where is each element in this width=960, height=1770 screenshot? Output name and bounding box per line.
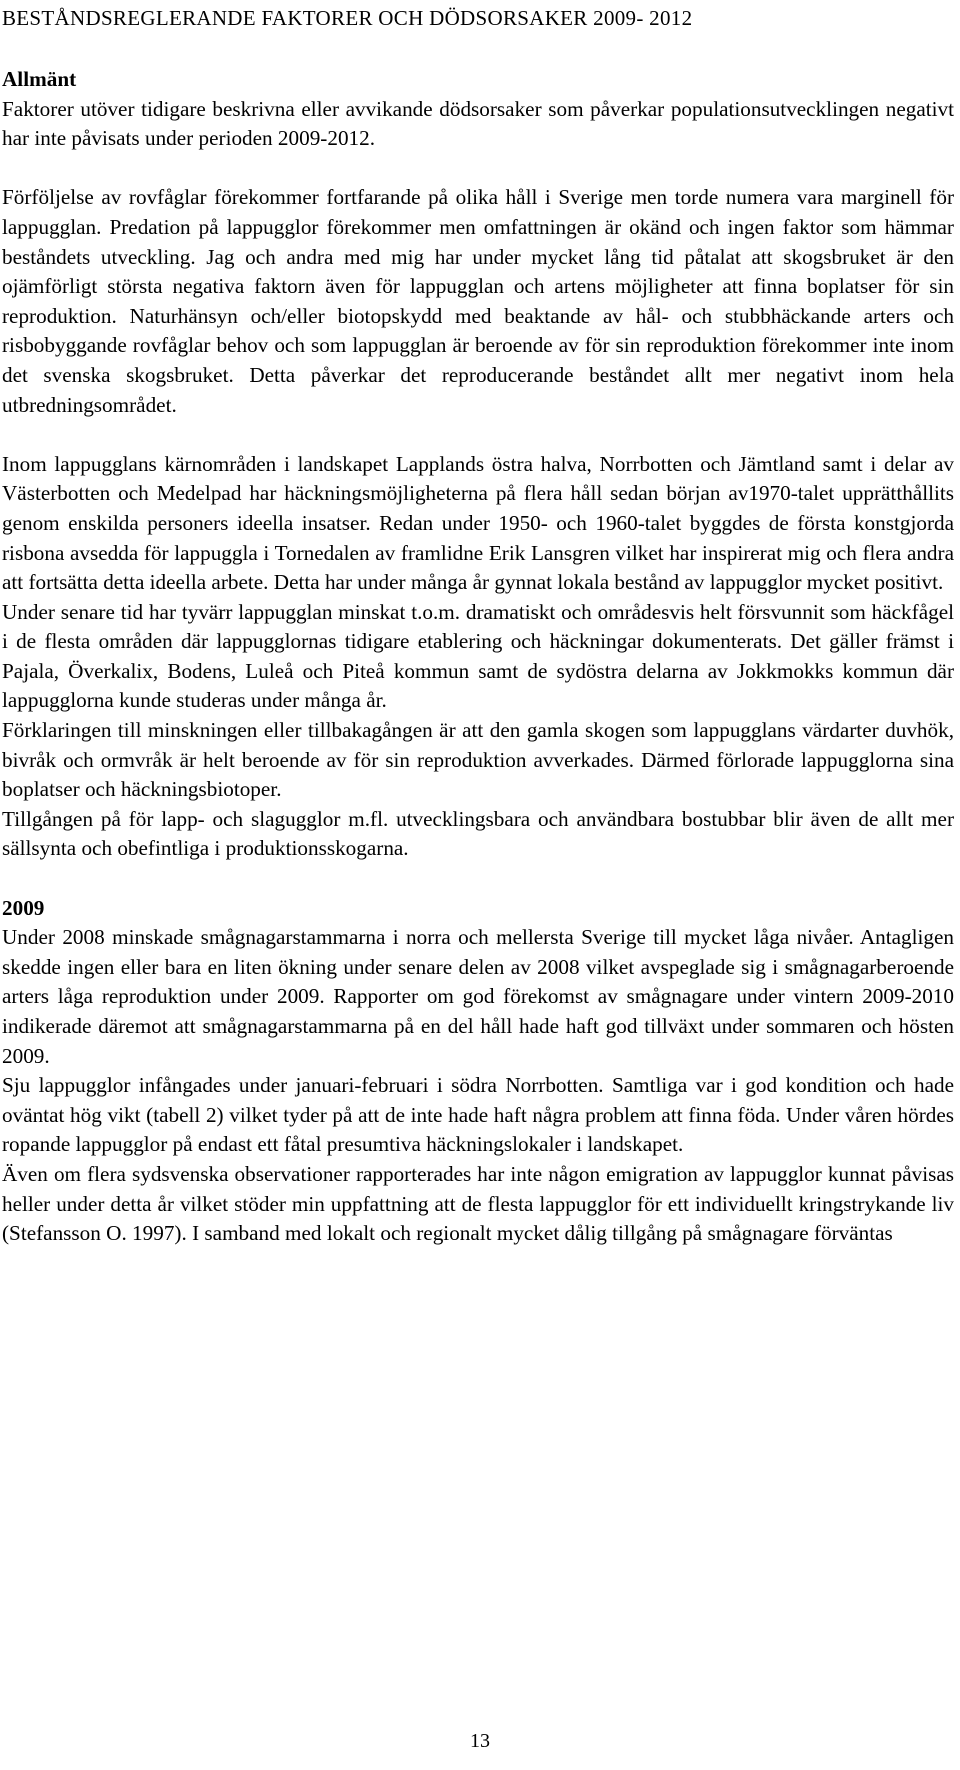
paragraph: Under senare tid har tyvärr lappugglan minskat t.o.m. dramatiskt och områdesvis helt försvunnit som häckfågel i de flesta områden där lappugglornas tidigare etablering och häckningar dokumenterats. Det gäller främst i Pajala, Överkalix, Bodens, Luleå och Piteå kommun samt de sydöstra delarna av Jokkmokks kommun där lappugglorna kunde studeras under många år. bbox=[2, 599, 954, 713]
running-header: BESTÅNDSREGLERANDE FAKTORER OCH DÖDSORSAKER 2009- 2012 bbox=[2, 6, 693, 30]
page-number: 13 bbox=[470, 1730, 490, 1752]
paragraph: Även om flera sydsvenska observationer rapporterades har inte någon emigration av lappugglor kunnat påvisas heller under detta år vilket stöder min uppfattning att de flesta lappugglor för ett individuellt kringstrykande liv (Stefansson O. 1997). I samband med lokalt och regionalt mycket dålig tillgång på smågnagare förväntas bbox=[2, 1161, 954, 1246]
paragraph: Förföljelse av rovfåglar förekommer fortfarande på olika håll i Sverige men torde numera vara marginell för lappugglan. Predation på lappugglor förekommer men omfattningen är okänd och ingen faktor som hämmar beståndets utveckling. Jag och andra med mig har under mycket lång tid påtalat att skogsbruket är den ojämförligt största negativa faktorn även för lappugglan och artens möjligheter att finna boplatser för sin reproduktion. Naturhänsyn och/eller biotopskydd med beaktande av hål- och stubbhäckande arters och risbobyggande rovfåglar behov och som lappugglan är beroende av för sin reproduktion förekommer inte inom det svenska skogsbruket. Detta påverkar det reproducerande beståndet allt mer negativt inom hela utbredningsområdet. bbox=[2, 185, 954, 417]
paragraph: Under 2008 minskade smågnagarstammarna i norra och mellersta Sverige till mycket låga nivåer. Antagligen skedde ingen eller bara en liten ökning under senare delen av 2008 vilket avspeglade sig i smågnagarberoende arters låga reproduktion under 2009. Rapporter om god förekomst av smågnagare under vintern 2009-2010 indikerade däremot att smågnagarstammarna på en del håll hade haft god tillväxt under sommaren och hösten 2009. bbox=[2, 925, 954, 1068]
paragraph: Förklaringen till minskningen eller tillbakagången är att den gamla skogen som lappugglans värdarter duvhök, bivråk och ormvråk är helt beroende av för sin reproduktion avverkades. Därmed förlorade lappugglorna sina boplatser och häckningsbiotoper. bbox=[2, 718, 954, 802]
paragraph: Sju lappugglor infångades under januari-februari i södra Norrbotten. Samtliga var i god kondition och hade oväntat hög vikt (tabell 2) vilket tyder på att de inte hade haft några problem att finna föda. Under våren hördes ropande lappugglor på endast ett fåtal presumtiva häckningslokaler i landskapet. bbox=[2, 1073, 954, 1157]
paragraph: Faktorer utöver tidigare beskrivna eller avvikande dödsorsaker som påverkar populationsutvecklingen negativt har inte påvisats under perioden 2009-2012. bbox=[2, 96, 954, 151]
section-heading-2009: 2009 bbox=[2, 895, 45, 920]
section-heading-allmant: Allmänt bbox=[2, 67, 77, 91]
paragraph: Inom lappugglans kärnområden i landskapet Lapplands östra halva, Norrbotten och Jämtland samt i delar av Västerbotten och Medelpad har häckningsmöjligheterna på flera håll sedan början av1970-talet upprätthållits genom enskilda personers ideella insatser. Redan under 1950- och 1960-talet byggdes de första konstgjorda risbona avsedda för lappuggla i Tornedalen av framlidne Erik Lansgren vilket har inspirerat mig och flera andra att fortsätta detta ideella arbete. Detta har under många år gynnat lokala bestånd av lappugglor mycket positivt. bbox=[2, 451, 954, 595]
paragraph: Tillgången på för lapp- och slagugglor m.fl. utvecklingsbara och användbara bostubbar blir även de allt mer sällsynta och obefintliga i produktionsskogarna. bbox=[2, 806, 954, 861]
body-text bbox=[2, 65, 954, 1249]
